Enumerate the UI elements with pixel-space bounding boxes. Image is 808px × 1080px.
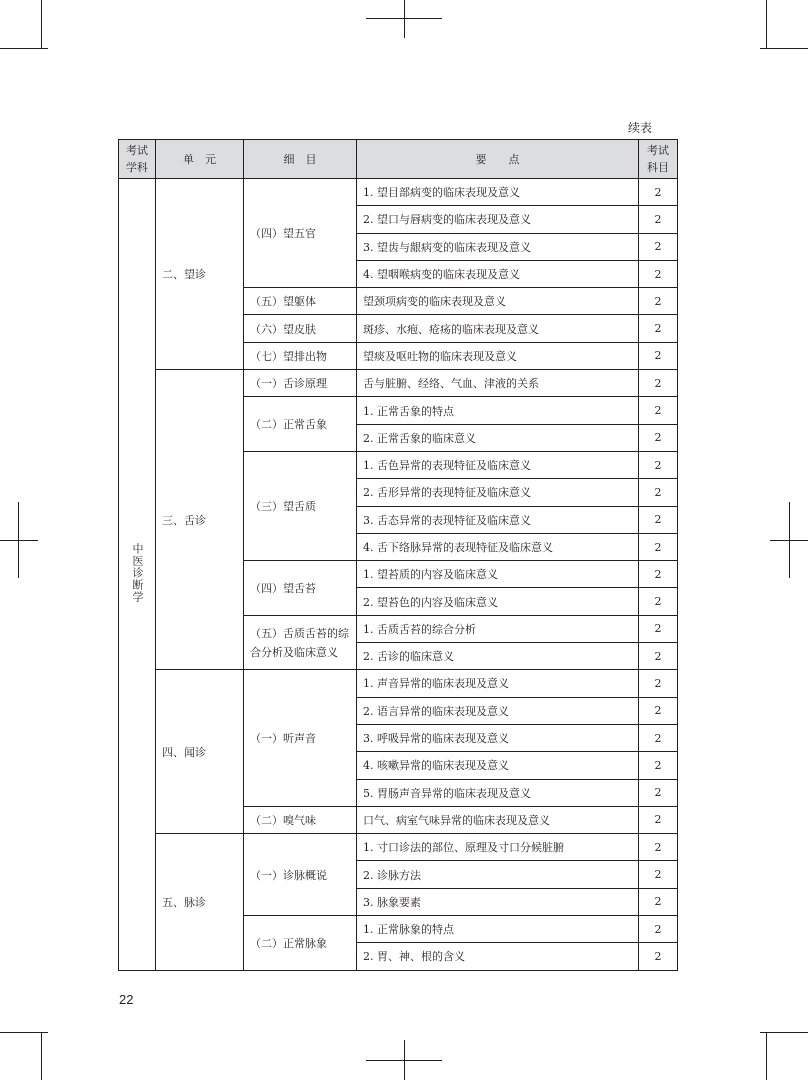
detail-cell: （七）望排出物 [244,342,357,369]
detail-cell: （一）听声音 [244,670,357,806]
exam-code-cell: 2 [639,397,678,424]
exam-code-cell: 2 [639,179,678,206]
crop-mark [766,1032,767,1080]
exam-code-cell: 2 [639,370,678,397]
subject-label: 中医诊断学 [131,542,144,603]
exam-code-cell: 2 [639,834,678,861]
detail-cell: （一）诊脉概说 [244,834,357,916]
header-key-points: 要 点 [357,140,639,179]
key-point-cell: 2. 望苔色的内容及临床意义 [357,588,639,615]
key-point-cell: 斑疹、水疱、疮疡的临床表现及意义 [357,315,639,342]
key-point-cell: 4. 舌下络脉异常的表现特征及临床意义 [357,533,639,560]
key-point-cell: 口气、病室气味异常的临床表现及意义 [357,806,639,833]
key-point-cell: 1. 声音异常的临床表现及意义 [357,670,639,697]
key-point-cell: 望痰及呕吐物的临床表现及意义 [357,342,639,369]
key-point-cell: 望颈项病变的临床表现及意义 [357,288,639,315]
key-point-cell: 4. 咳嗽异常的临床表现及意义 [357,752,639,779]
registration-mark [18,502,19,578]
table-row [119,834,678,861]
page-number: 22 [119,992,134,1007]
exam-code-cell: 2 [639,888,678,915]
exam-code-cell: 2 [639,779,678,806]
key-point-cell: 3. 呼吸异常的临床表现及意义 [357,724,639,751]
exam-code-cell: 2 [639,916,678,943]
crop-mark [41,1032,42,1080]
detail-cell: （四）望五官 [244,179,357,288]
detail-cell: （二）正常舌象 [244,397,357,452]
exam-code-cell: 2 [639,424,678,451]
crop-mark [760,1032,808,1033]
key-point-cell: 1. 望苔质的内容及临床意义 [357,561,639,588]
exam-code-cell: 2 [639,206,678,233]
detail-cell: （二）正常脉象 [244,916,357,971]
key-point-cell: 2. 胃、神、根的含义 [357,943,639,970]
key-point-cell: 1. 正常脉象的特点 [357,916,639,943]
key-point-cell: 5. 胃肠声音异常的临床表现及意义 [357,779,639,806]
exam-code-cell: 2 [639,943,678,970]
detail-cell: （三）望舌质 [244,451,357,560]
table-header-row [119,140,678,179]
exam-code-cell: 2 [639,533,678,560]
crop-mark [766,0,767,48]
subject-cell [119,179,156,971]
registration-mark [0,540,38,541]
detail-cell: （一）舌诊原理 [244,370,357,397]
exam-code-cell: 2 [639,697,678,724]
unit-cell: 三、舌诊 [156,370,244,670]
crop-mark [0,48,48,49]
table-body [119,179,678,971]
exam-code-cell: 2 [639,451,678,478]
exam-code-cell: 2 [639,861,678,888]
detail-cell: （四）望舌苔 [244,561,357,616]
key-point-cell: 1. 寸口诊法的部位、原理及寸口分候脏腑 [357,834,639,861]
exam-code-cell: 2 [639,479,678,506]
registration-mark [789,502,790,578]
unit-cell: 二、望诊 [156,179,244,370]
exam-code-cell: 2 [639,315,678,342]
exam-code-cell: 2 [639,615,678,642]
exam-code-cell: 2 [639,506,678,533]
detail-cell: （六）望皮肤 [244,315,357,342]
key-point-cell: 3. 舌态异常的表现特征及临床意义 [357,506,639,533]
key-point-cell: 2. 诊脉方法 [357,861,639,888]
registration-mark [404,0,405,38]
key-point-cell: 3. 脉象要素 [357,888,639,915]
exam-code-cell: 2 [639,233,678,260]
key-point-cell: 1. 望目部病变的临床表现及意义 [357,179,639,206]
unit-cell: 四、闻诊 [156,670,244,834]
crop-mark [41,0,42,48]
header-detail: 细 目 [244,140,357,179]
key-point-cell: 3. 望齿与龈病变的临床表现及意义 [357,233,639,260]
header-exam-subject [639,140,678,179]
exam-code-cell: 2 [639,806,678,833]
detail-cell: （五）舌质舌苔的综合分析及临床意义 [244,615,357,670]
key-point-cell: 2. 舌诊的临床意义 [357,643,639,670]
key-point-cell: 2. 正常舌象的临床意义 [357,424,639,451]
crop-mark [760,48,808,49]
key-point-cell: 2. 望口与唇病变的临床表现及意义 [357,206,639,233]
key-point-cell: 2. 语言异常的临床表现及意义 [357,697,639,724]
table-row [119,179,678,206]
header-subject-label: 考试 学科 [126,144,148,174]
exam-code-cell: 2 [639,260,678,287]
key-point-cell: 4. 望咽喉病变的临床表现及意义 [357,260,639,287]
syllabus-table [118,139,678,971]
key-point-cell: 1. 舌质舌苔的综合分析 [357,615,639,642]
exam-code-cell: 2 [639,643,678,670]
exam-code-cell: 2 [639,588,678,615]
header-subject [119,140,156,179]
unit-cell: 五、脉诊 [156,834,244,970]
key-point-cell: 2. 舌形异常的表现特征及临床意义 [357,479,639,506]
exam-code-cell: 2 [639,752,678,779]
key-point-cell: 舌与脏腑、经络、气血、津液的关系 [357,370,639,397]
exam-code-cell: 2 [639,561,678,588]
key-point-cell: 1. 正常舌象的特点 [357,397,639,424]
detail-cell: （二）嗅气味 [244,806,357,833]
table-row [119,370,678,397]
table-row [119,670,678,697]
registration-mark [404,1040,405,1080]
header-unit: 单 元 [156,140,244,179]
continued-label: 续表 [628,121,653,135]
key-point-cell: 1. 舌色异常的表现特征及临床意义 [357,451,639,478]
exam-code-cell: 2 [639,670,678,697]
header-exam-subject-label: 考试 科目 [647,144,669,174]
exam-code-cell: 2 [639,724,678,751]
detail-cell: （五）望躯体 [244,288,357,315]
exam-code-cell: 2 [639,288,678,315]
exam-code-cell: 2 [639,342,678,369]
